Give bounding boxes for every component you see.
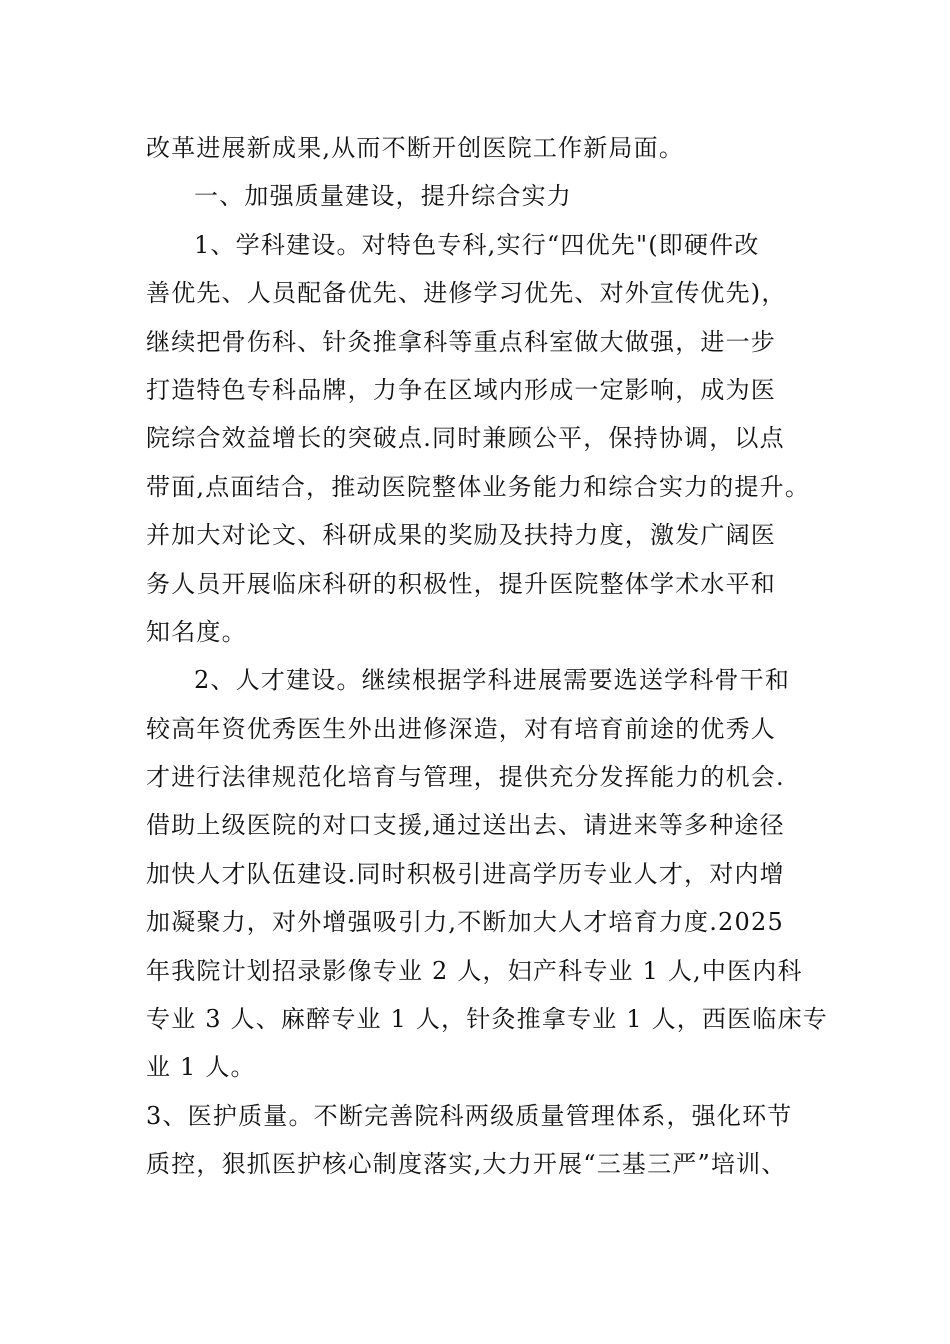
paragraph-1-line: 打造特色专科品牌，力争在区域内形成一定影响，成为医 [146,375,776,404]
section-heading: 一、加强质量建设，提升综合实力 [194,182,572,211]
paragraph-1-line: 院综合效益增长的突破点.同时兼顾公平，保持协调，以点 [146,424,785,453]
paragraph-2-line: 业 1 人。 [146,1053,256,1082]
paragraph-2-line: 加凝聚力，对外增强吸引力,不断加大人才培育力度.2025 [146,908,784,937]
paragraph-1-line: 知名度。 [146,617,247,646]
paragraph-1-line: 并加大对论文、科研成果的奖励及扶持力度，激发广阔医 [146,521,776,550]
paragraph-1-line: 带面,点面结合，推动医院整体业务能力和综合实力的提升。 [146,472,811,501]
paragraph-1-line: 继续把骨伤科、针灸推拿科等重点科室做大做强，进一步 [146,327,776,356]
paragraph-3-line: 3、医护质量。不断完善院科两级质量管理体系，强化环节 [146,1101,793,1130]
paragraph-1-line: 善优先、人员配备优先、进修学习优先、对外宣传优先)， [146,279,787,308]
paragraph-2-line: 2、人才建设。继续根据学科进展需要选送学科骨干和 [194,666,791,695]
paragraph-2-line: 才进行法律规范化培育与管理，提供充分发挥能力的机会. [146,763,785,792]
paragraph-1-line: 1、学科建设。对特色专科,实行“四优先"(即硬件改 [194,230,760,259]
paragraph-2-line: 借助上级医院的对口支援,通过送出去、请进来等多种途径 [146,811,785,840]
paragraph-2-line: 加快人才队伍建设.同时积极引进高学历专业人才，对内增 [146,859,785,888]
paragraph-2-line: 专业 3 人、麻醉专业 1 人，针灸推拿专业 1 人，西医临床专 [146,1005,828,1034]
paragraph-continuation-line: 改革进展新成果,从而不断开创医院工作新局面。 [146,134,685,162]
document-body [146,124,836,1189]
paragraph-1-line: 务人员开展临床科研的积极性，提升医院整体学术水平和 [146,569,776,598]
paragraph-3-line: 质控，狠抓医护核心制度落实,大力开展“三基三严”培训、 [146,1150,787,1179]
paragraph-2-line: 年我院计划招录影像专业 2 人，妇产科专业 1 人,中医内科 [146,956,803,985]
paragraph-2-line: 较高年资优秀医生外出进修深造，对有培育前途的优秀人 [146,714,776,743]
